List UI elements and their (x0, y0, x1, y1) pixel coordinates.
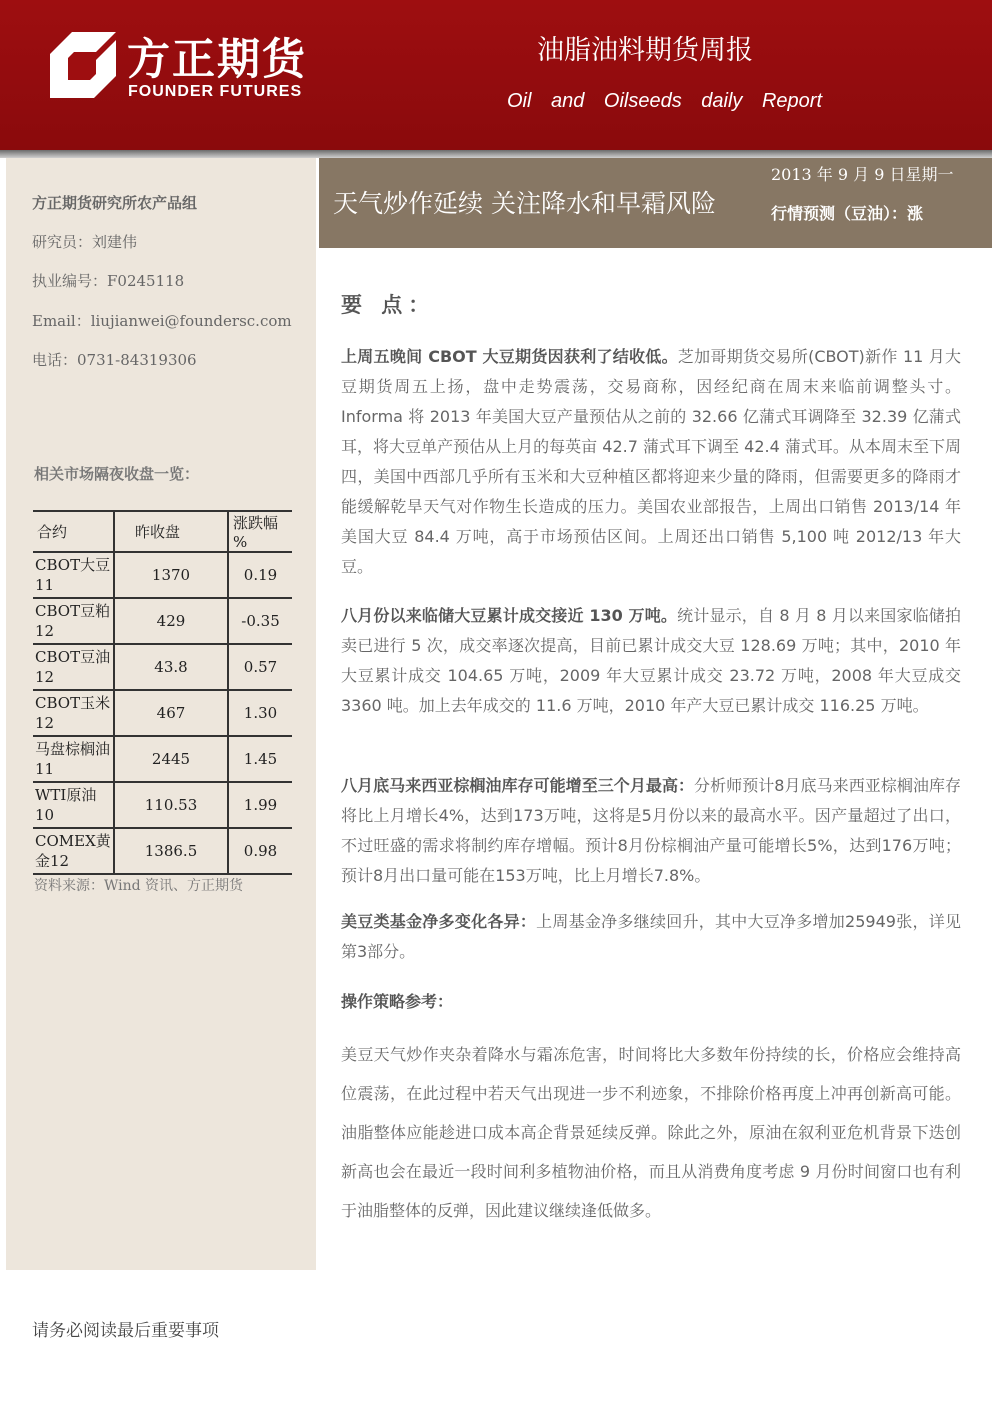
paragraph-funds (341, 907, 961, 967)
paragraph-lead: 八月份以来临储大豆累计成交接近 130 万吨。 (341, 606, 678, 625)
contract-cell: WTI原油10 (33, 782, 114, 828)
header-divider (0, 150, 992, 158)
table-row (33, 598, 292, 644)
research-group: 方正期货研究所农产品组 (32, 194, 198, 212)
report-date: 2013 年 9 月 9 日星期一 (771, 165, 954, 184)
table-row (33, 782, 292, 828)
close-cell: 43.8 (114, 644, 228, 690)
paragraph-text: 芝加哥期货交易所(CBOT)新作 11 月大豆期货周五上扬，盘中走势震荡，交易商称，因经纪商在周末来临前调整头寸。Informa 将 2013 年美国大豆产量预估从之前的 32.66 亿蒲式耳调降至 32.39 亿蒲式耳，将大豆单产预估从上月的每英亩 42.7 蒲式耳下调至 42.4 蒲式耳。从本周末至下周四，美国中西部几乎所有玉米和大豆种植区都将迎来少量的降雨，但需要更多的降雨才能缓解乾旱天气对作物生长造成的压力。美国农业部报告，上周出口销售 2013/14 年美国大豆 84.4 万吨，高于市场预估区间。上周还出口销售 5,100 吨 2012/13 年大豆。 (341, 347, 961, 576)
close-cell: 1370 (114, 552, 228, 598)
analyst-phone: 电话：0731-84319306 (32, 351, 197, 369)
strategy-block (341, 1035, 961, 1230)
change-cell: 0.19 (228, 552, 292, 598)
paragraph-lead: 美豆类基金净多变化各异： (341, 912, 537, 931)
change-cell: 1.45 (228, 736, 292, 782)
contract-cell: 马盘棕榈油11 (33, 736, 114, 782)
data-source-note: 资料来源：Wind 资讯、方正期货 (34, 878, 244, 894)
table-row (33, 736, 292, 782)
brand-name-cn: 方正期货 (127, 35, 307, 85)
change-cell: 0.98 (228, 828, 292, 874)
license-number: 执业编号：F0245118 (32, 272, 185, 290)
report-title-en: Oil and Oilseeds daily Report (507, 90, 823, 112)
strategy-heading-block (341, 987, 961, 1017)
close-cell: 467 (114, 690, 228, 736)
table-row (33, 552, 292, 598)
column-header: 合约 (33, 511, 114, 552)
report-title-cn: 油脂油料期货周报 (537, 35, 753, 66)
contract-cell: CBOT豆油12 (33, 644, 114, 690)
brand-name-en: FOUNDER FUTURES (128, 83, 303, 100)
change-cell: 1.30 (228, 690, 292, 736)
close-cell: 1386.5 (114, 828, 228, 874)
strategy-heading: 操作策略参考： (341, 992, 454, 1011)
paragraph-text: 统计显示，自 8 月 8 月以来国家临储拍卖已进行 5 次，成交率逐次提高，目前已累计成交大豆 128.69 万吨；其中，2010 年大豆累计成交 104.65 万吨，2009 年大豆累计成交 23.72 万吨，2008 年大豆成交 3360 吨。加上去年成交的 11.6 万吨，2010 年产大豆已累计成交 116.25 万吨。 (341, 606, 961, 715)
paragraph-reserve-auction (341, 601, 961, 721)
key-points-label: 要 点： (341, 293, 436, 317)
table-header-row (33, 511, 292, 552)
column-header: 涨跌幅 % (228, 511, 292, 552)
close-cell: 429 (114, 598, 228, 644)
paragraph-cbot (341, 342, 961, 582)
paragraph-lead: 八月底马来西亚棕榈油库存可能增至三个月最高： (341, 776, 695, 795)
table-row (33, 644, 292, 690)
analyst-name: 研究员：刘建伟 (32, 233, 138, 251)
contract-cell: COMEX黄金12 (33, 828, 114, 874)
market-table (33, 510, 292, 875)
change-cell: 0.57 (228, 644, 292, 690)
close-cell: 110.53 (114, 782, 228, 828)
contract-cell: CBOT大豆11 (33, 552, 114, 598)
founder-logo-icon (50, 32, 116, 98)
market-overview-heading: 相关市场隔夜收盘一览： (34, 465, 200, 483)
analyst-email: Email：liujianwei@foundersc.com (32, 312, 292, 330)
table-row (33, 828, 292, 874)
paragraph-palm-oil (341, 771, 961, 891)
paragraph-text: 上周基金净多继续回升，其中大豆净多增加25949张，详见第3部分。 (341, 912, 961, 961)
disclaimer-note: 请务必阅读最后重要事项 (32, 1321, 219, 1341)
paragraph-lead: 上周五晚间 CBOT 大豆期货因获利了结收低。 (341, 347, 678, 366)
paragraph-text: 分析师预计8月底马来西亚棕榈油库存将比上月增长4%，达到173万吨，这将是5月份以来的最高水平。因产量超过了出口，不过旺盛的需求将制约库存增幅。预计8月份棕榈油产量可能增长5%，达到176万吨；预计8月出口量可能在153万吨，比上月增长7.8%。 (341, 776, 961, 885)
close-cell: 2445 (114, 736, 228, 782)
market-forecast: 行情预测（豆油）：涨 (771, 204, 924, 223)
table-row (33, 690, 292, 736)
strategy-text: 美豆天气炒作夹杂着降水与霜冻危害，时间将比大多数年份持续的长，价格应会维持高位震荡，在此过程中若天气出现进一步不利迹象，不排除价格再度上冲再创新高可能。油脂整体应能趁进口成本高企背景延续反弹。除此之外，原油在叙利亚危机背景下迭创新高也会在最近一段时间利多植物油价格，而且从消费角度考虑 9 月份时间窗口也有利于油脂整体的反弹，因此建议继续逢低做多。 (341, 1045, 961, 1220)
column-header: 昨收盘 (114, 511, 228, 552)
contract-cell: CBOT豆粕12 (33, 598, 114, 644)
change-cell: 1.99 (228, 782, 292, 828)
change-cell: -0.35 (228, 598, 292, 644)
contract-cell: CBOT玉米12 (33, 690, 114, 736)
headline: 天气炒作延续 关注降水和早霜风险 (333, 189, 716, 218)
